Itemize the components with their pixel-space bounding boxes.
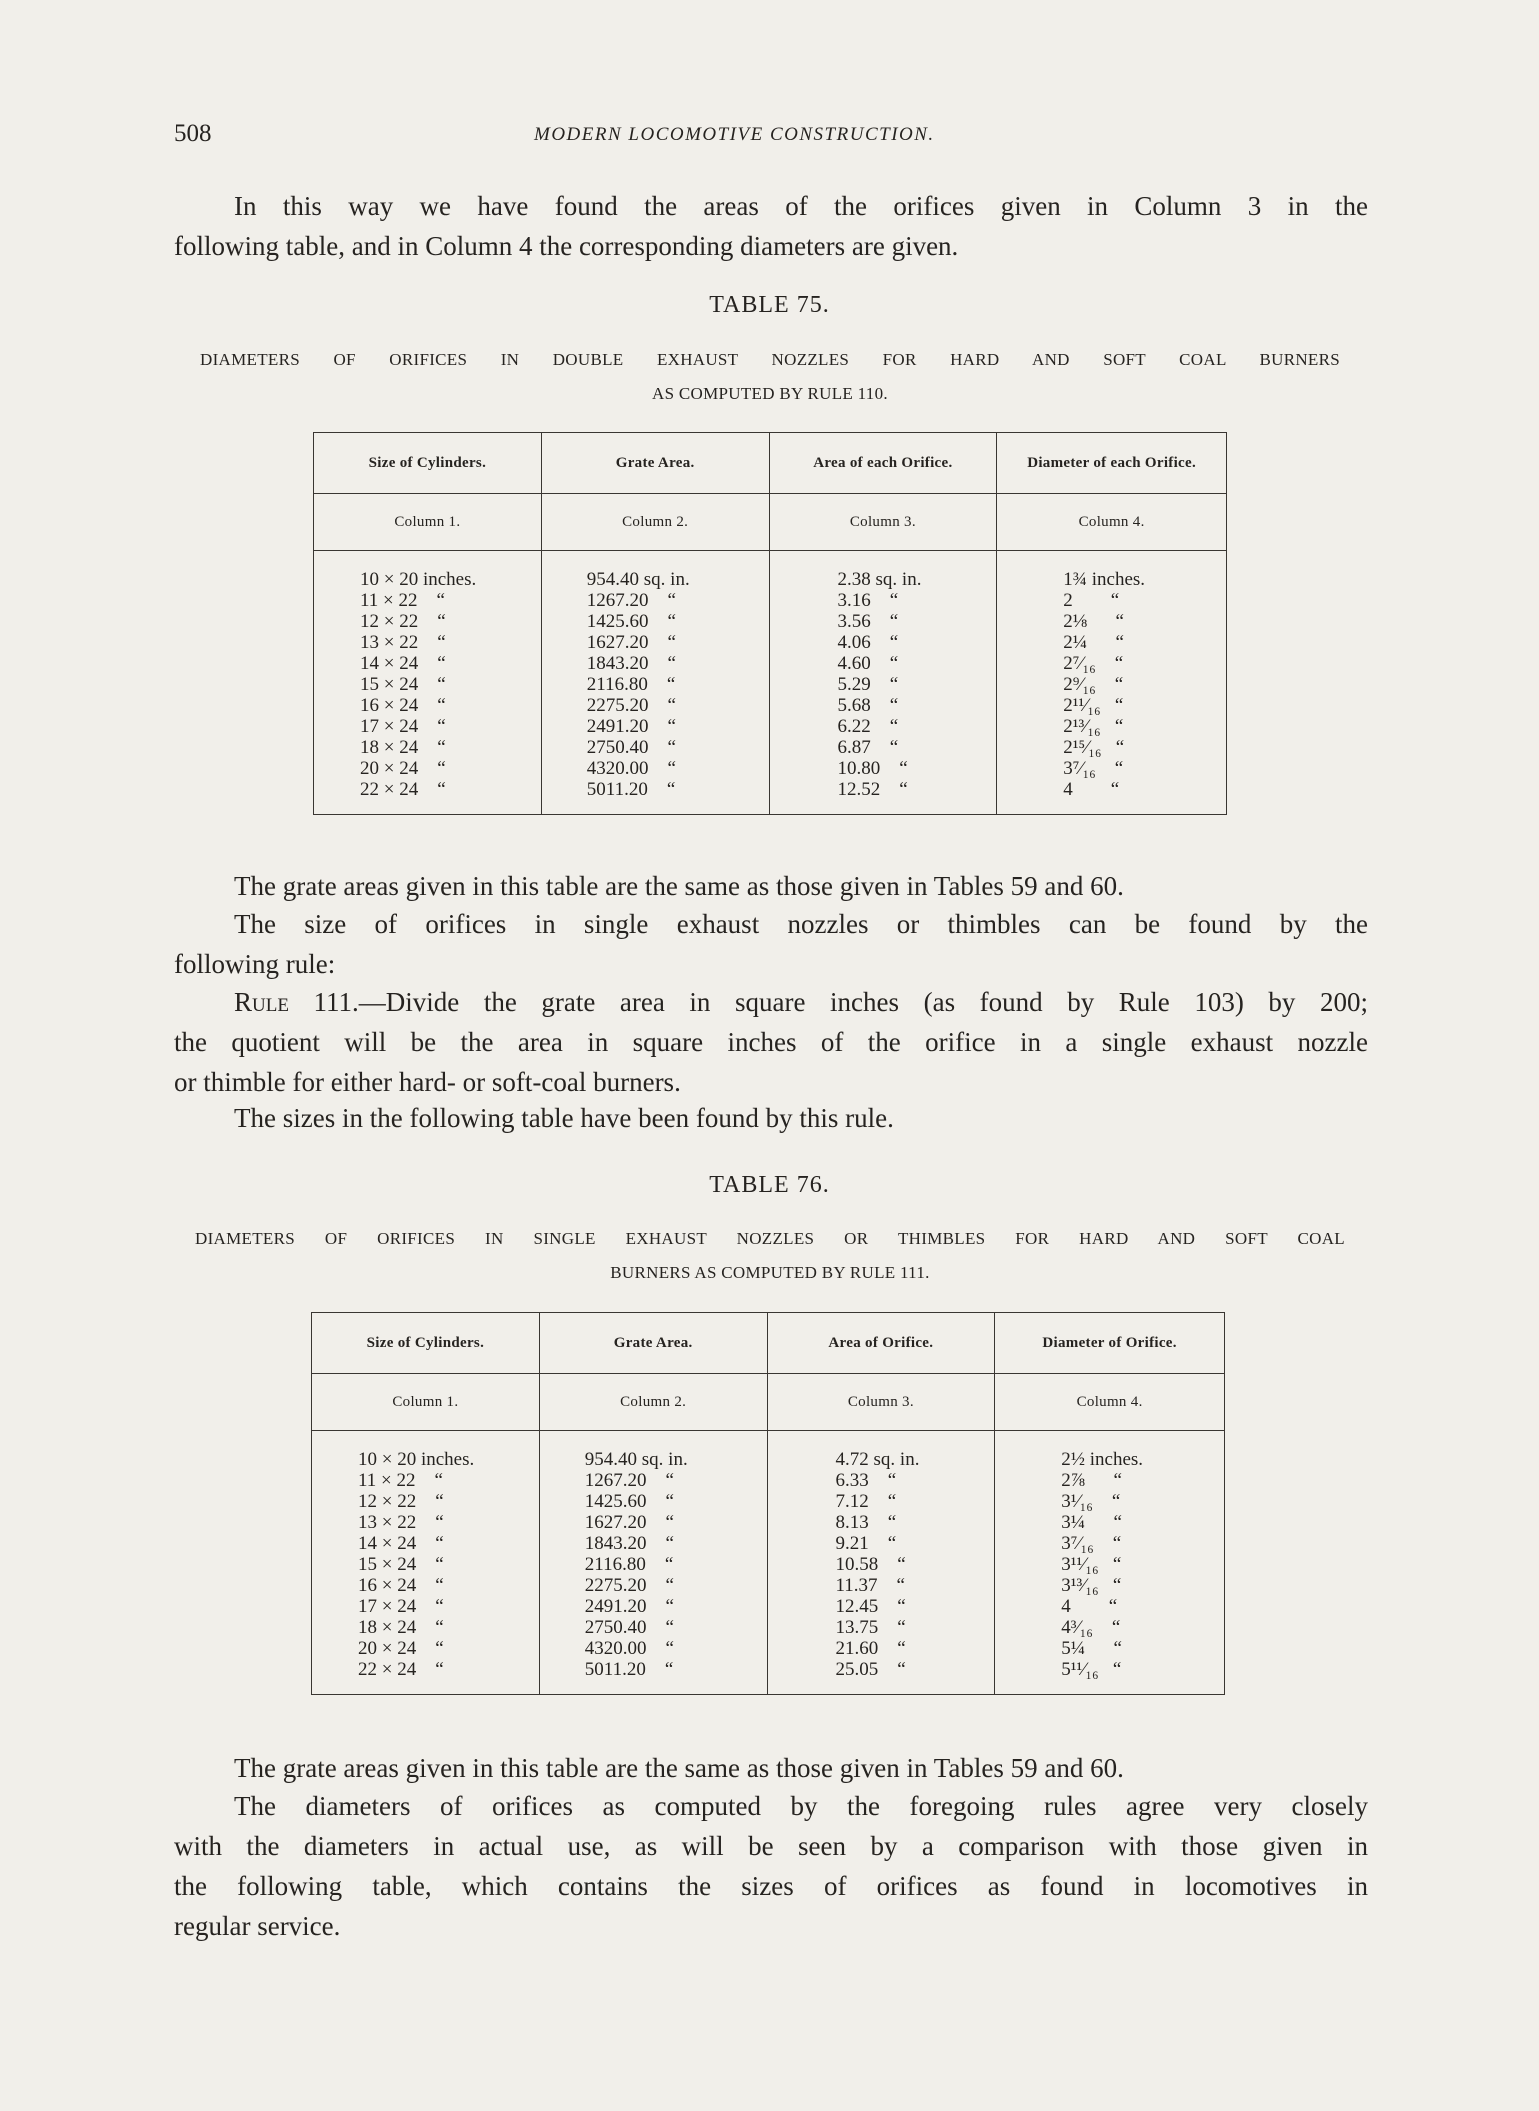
table-cell: 5011.20 “ <box>584 1659 674 1680</box>
t75-col-cylinders <box>360 569 541 800</box>
t76-column-1: Column 1. <box>312 1374 540 1431</box>
table-cell: 22 × 24 “ <box>358 1659 444 1680</box>
table-cell: 3.16 “ <box>837 590 899 611</box>
table-cell: 954.40 sq. in. <box>586 569 690 590</box>
table-cell: 10 × 20 inches. <box>358 1449 475 1470</box>
table-cell: 2750.40 “ <box>586 737 676 758</box>
table-cell: 15 × 24 “ <box>358 1554 444 1575</box>
table-cell: 10 × 20 inches. <box>360 569 477 590</box>
t75-column-3: Column 3. <box>769 494 997 551</box>
t76-column-4: Column 4. <box>995 1374 1225 1431</box>
t75-col-grate <box>587 569 769 800</box>
table-cell: 2¹³⁄₁₆ “ <box>1063 716 1124 737</box>
after75-paragraph-1 <box>174 866 1368 906</box>
table-cell: 1843.20 “ <box>584 1533 674 1554</box>
table-cell: 5011.20 “ <box>586 779 676 800</box>
table-cell: 4 “ <box>1061 1596 1118 1617</box>
table-cell: 954.40 sq. in. <box>584 1449 688 1470</box>
table-cell: 12.52 “ <box>837 779 908 800</box>
table-cell: 12 × 22 “ <box>358 1491 444 1512</box>
table-76-caption-line-2: BURNERS AS COMPUTED BY RULE 111. <box>610 1263 930 1282</box>
table-cell: 3¹³⁄₁₆ “ <box>1061 1575 1122 1596</box>
table-cell: 5¼ “ <box>1061 1638 1122 1659</box>
table-cell: 8.13 “ <box>835 1512 897 1533</box>
table-76-caption-line-1: DIAMETERS OF ORIFICES IN SINGLE EXHAUST NOZZLES OR THIMBLES FOR HARD AND SOFT COAL <box>195 1229 1345 1248</box>
table-cell: 2⅞ “ <box>1061 1470 1122 1491</box>
table-cell: 1267.20 “ <box>586 590 676 611</box>
table-cell: 5.68 “ <box>837 695 899 716</box>
table-cell: 2⁷⁄₁₆ “ <box>1063 653 1124 674</box>
table-cell: 20 × 24 “ <box>360 758 446 779</box>
t75-header-size: Size of Cylinders. <box>314 433 542 494</box>
table-cell: 16 × 24 “ <box>358 1575 444 1596</box>
table-cell: 2⅛ “ <box>1063 611 1124 632</box>
table-cell: 10.80 “ <box>837 758 908 779</box>
t75-column-2: Column 2. <box>541 494 769 551</box>
table-cell: 1627.20 “ <box>584 1512 674 1533</box>
table-cell: 2.38 sq. in. <box>837 569 922 590</box>
table-cell: 16 × 24 “ <box>360 695 446 716</box>
table-cell: 5.29 “ <box>837 674 899 695</box>
after75-p2-line-1: The size of orifices in single exhaust nozzles or thimbles can be found by the <box>234 909 1368 939</box>
table-cell: 12.45 “ <box>835 1596 906 1617</box>
table-cell: 18 × 24 “ <box>358 1617 444 1638</box>
table-cell: 11 × 22 “ <box>358 1470 443 1491</box>
table-cell: 17 × 24 “ <box>360 716 446 737</box>
table-75 <box>313 432 1227 815</box>
table-cell: 2½ inches. <box>1061 1449 1144 1470</box>
intro-line-2: following table, and in Column 4 the corresponding diameters are given. <box>174 231 959 261</box>
after76-p2-line-2: with the diameters in actual use, as will be seen by a comparison with those given in <box>174 1831 1368 1861</box>
t76-column-2: Column 2. <box>539 1374 767 1431</box>
t75-header-grate: Grate Area. <box>541 433 769 494</box>
table-cell: 25.05 “ <box>835 1659 906 1680</box>
table-cell: 4³⁄₁₆ “ <box>1061 1617 1121 1638</box>
table-cell: 21.60 “ <box>835 1638 906 1659</box>
table-cell: 13 × 22 “ <box>360 632 446 653</box>
rule-111-label: Rule 111. <box>234 987 359 1017</box>
table-75-caption-line-2: AS COMPUTED BY RULE 110. <box>652 384 888 403</box>
table-cell: 2¹⁵⁄₁₆ “ <box>1063 737 1125 758</box>
after76-p2-line-1: The diameters of orifices as computed by the foregoing rules agree very closely <box>234 1791 1368 1821</box>
table-76-caption <box>195 1222 1345 1290</box>
table-cell: 3¼ “ <box>1061 1512 1122 1533</box>
page-number: 508 <box>174 120 212 147</box>
after76-p2-line-4: regular service. <box>174 1911 341 1941</box>
table-cell: 7.12 “ <box>835 1491 897 1512</box>
table-cell: 2¼ “ <box>1063 632 1124 653</box>
table-cell: 1¾ inches. <box>1063 569 1146 590</box>
t76-col-diameter <box>1061 1449 1224 1680</box>
table-cell: 6.22 “ <box>837 716 899 737</box>
after76-p1: The grate areas given in this table are the same as those given in Tables 59 and 60. <box>234 1753 1124 1783</box>
after76-paragraph-2 <box>174 1786 1368 1946</box>
t76-col-grate <box>585 1449 767 1680</box>
table-cell: 3⁷⁄₁₆ “ <box>1061 1533 1122 1554</box>
table-cell: 13.75 “ <box>835 1617 906 1638</box>
table-cell: 10.58 “ <box>835 1554 906 1575</box>
rule-111-line-3: or thimble for either hard- or soft-coal burners. <box>174 1067 681 1097</box>
table-cell: 6.33 “ <box>835 1470 897 1491</box>
table-75-caption-line-1: DIAMETERS OF ORIFICES IN DOUBLE EXHAUST NOZZLES FOR HARD AND SOFT COAL BURNERS <box>200 350 1340 369</box>
table-cell: 2116.80 “ <box>586 674 676 695</box>
t76-col-cylinders <box>358 1449 539 1680</box>
table-cell: 11 × 22 “ <box>360 590 445 611</box>
table-cell: 3⁷⁄₁₆ “ <box>1063 758 1124 779</box>
table-cell: 11.37 “ <box>835 1575 905 1596</box>
table-cell: 15 × 24 “ <box>360 674 446 695</box>
table-cell: 2491.20 “ <box>584 1596 674 1617</box>
intro-paragraph <box>174 186 1368 266</box>
t75-col-area <box>838 569 997 800</box>
rule-111-line-2: the quotient will be the area in square inches of the orifice in a single exhaust nozzle <box>174 1027 1368 1057</box>
table-cell: 17 × 24 “ <box>358 1596 444 1617</box>
table-cell: 14 × 24 “ <box>358 1533 444 1554</box>
after75-paragraph-2 <box>174 904 1368 984</box>
table-cell: 2275.20 “ <box>584 1575 674 1596</box>
t76-header-area: Area of Orifice. <box>767 1313 995 1374</box>
intro-line-1: In this way we have found the areas of the orifices given in Column 3 in the <box>234 191 1368 221</box>
after75-p4: The sizes in the following table have been found by this rule. <box>234 1103 894 1133</box>
table-cell: 12 × 22 “ <box>360 611 446 632</box>
after75-paragraph-4 <box>174 1098 1368 1138</box>
t75-col-diameter <box>1063 569 1226 800</box>
after75-p2-line-2: following rule: <box>174 949 336 979</box>
table-cell: 4 “ <box>1063 779 1120 800</box>
t75-column-1: Column 1. <box>314 494 542 551</box>
table-cell: 1627.20 “ <box>586 632 676 653</box>
table-cell: 3¹¹⁄₁₆ “ <box>1061 1554 1122 1575</box>
table-cell: 14 × 24 “ <box>360 653 446 674</box>
table-cell: 1425.60 “ <box>584 1491 674 1512</box>
table-cell: 2275.20 “ <box>586 695 676 716</box>
table-cell: 6.87 “ <box>837 737 899 758</box>
after76-paragraph-1 <box>174 1748 1368 1788</box>
table-cell: 4320.00 “ <box>584 1638 674 1659</box>
t76-header-size: Size of Cylinders. <box>312 1313 540 1374</box>
running-title: MODERN LOCOMOTIVE CONSTRUCTION. <box>534 124 935 145</box>
table-cell: 18 × 24 “ <box>360 737 446 758</box>
table-cell: 13 × 22 “ <box>358 1512 444 1533</box>
table-cell: 2⁹⁄₁₆ “ <box>1063 674 1124 695</box>
table-cell: 2 “ <box>1063 590 1120 611</box>
table-76 <box>311 1312 1225 1695</box>
table-cell: 1843.20 “ <box>586 653 676 674</box>
table-75-caption <box>200 343 1340 411</box>
table-cell: 20 × 24 “ <box>358 1638 444 1659</box>
table-cell: 4.72 sq. in. <box>835 1449 920 1470</box>
table-cell: 4320.00 “ <box>586 758 676 779</box>
page-header <box>174 120 1365 154</box>
table-cell: 4.06 “ <box>837 632 899 653</box>
table-76-title: TABLE 76. <box>709 1172 830 1198</box>
t76-col-area <box>836 1449 995 1680</box>
t76-column-3: Column 3. <box>767 1374 995 1431</box>
table-cell: 2¹¹⁄₁₆ “ <box>1063 695 1124 716</box>
t76-header-diameter: Diameter of Orifice. <box>995 1313 1225 1374</box>
after75-p1: The grate areas given in this table are the same as those given in Tables 59 and 60. <box>234 871 1124 901</box>
table-cell: 22 × 24 “ <box>360 779 446 800</box>
table-cell: 4.60 “ <box>837 653 899 674</box>
table-75-title: TABLE 75. <box>709 292 830 318</box>
t75-header-area: Area of each Orifice. <box>769 433 997 494</box>
t75-header-diameter: Diameter of each Orifice. <box>997 433 1227 494</box>
table-cell: 1267.20 “ <box>584 1470 674 1491</box>
table-cell: 3¹⁄₁₆ “ <box>1061 1491 1121 1512</box>
t76-header-grate: Grate Area. <box>539 1313 767 1374</box>
table-cell: 5¹¹⁄₁₆ “ <box>1061 1659 1122 1680</box>
after76-p2-line-3: the following table, which contains the sizes of orifices as found in locomotives in <box>174 1871 1368 1901</box>
rule-111-line-1-text: —Divide the grate area in square inches (as found by Rule 103) by 200; <box>358 987 1368 1017</box>
table-cell: 2491.20 “ <box>586 716 676 737</box>
table-cell: 2116.80 “ <box>584 1554 674 1575</box>
rule-111-line-1 <box>174 982 1368 1022</box>
table-cell: 9.21 “ <box>835 1533 897 1554</box>
rule-111-paragraph <box>174 982 1368 1102</box>
table-cell: 2750.40 “ <box>584 1617 674 1638</box>
table-cell: 3.56 “ <box>837 611 899 632</box>
table-cell: 1425.60 “ <box>586 611 676 632</box>
t75-column-4: Column 4. <box>997 494 1227 551</box>
